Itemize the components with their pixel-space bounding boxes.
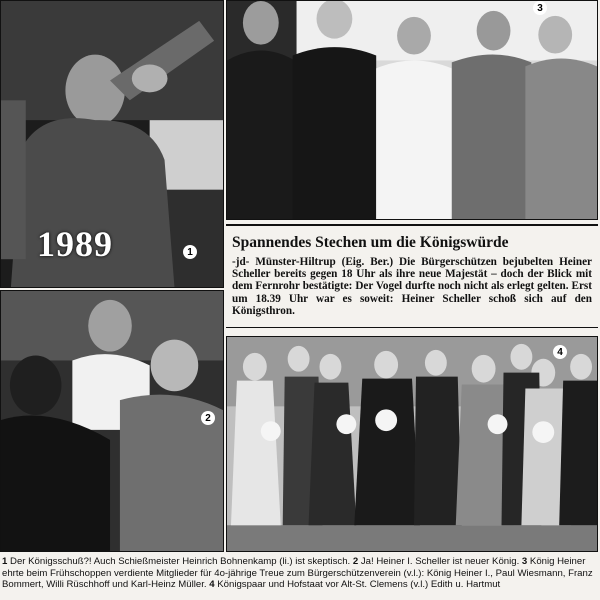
photo-caption bbox=[2, 556, 598, 591]
photo-number-4: 4 bbox=[553, 345, 567, 359]
photo-binoculars bbox=[0, 0, 224, 288]
photo-number-2: 2 bbox=[201, 411, 215, 425]
caption-number-2: 2 bbox=[352, 556, 359, 567]
caption-text-4: Königspaar und Hofstaat vor Alt-St. Clemens (v.l.) Edith u. Hartmut bbox=[214, 579, 501, 591]
photo-royal-court bbox=[226, 336, 598, 552]
caption-text-3: König Heiner ehrte beim Frühschoppen verdiente Mitglieder für 4o-jährige Treue zum Bürgerschützenverein (v.l.): König Heiner I., Paul Wiesmann, Franz Bommert, Willi Rüschhoff und Karl-Heinz Müller. bbox=[2, 556, 593, 591]
year-label: 1989 bbox=[37, 224, 113, 264]
article-headline: Spannendes Stechen um die Königswürde bbox=[232, 234, 509, 251]
photo-number-3: 3 bbox=[533, 1, 547, 15]
article bbox=[226, 224, 598, 328]
caption-number-1: 1 bbox=[2, 556, 8, 567]
caption-number-3: 3 bbox=[521, 556, 528, 567]
article-body: -jd- Münster-Hiltrup (Eig. Ber.) Die Bürgerschützen bejubelten Heiner Scheller bereits gegen 18 Uhr als ihre neue Majestät – doch der Blick mit dem Fernrohr bestätigte: Der Vogel durfte noch nicht als erlegt gelten. Erst um 18.39 Uhr war es soweit: Heiner Scheller schoß sich auf den Königsthron. bbox=[232, 256, 592, 317]
caption-text-2: Ja! Heiner I. Scheller ist neuer König. bbox=[358, 556, 522, 567]
caption-number-4: 4 bbox=[209, 579, 215, 591]
photo-number-1: 1 bbox=[183, 245, 197, 259]
caption-text-1: Der Königsschuß?! Auch Schießmeister Heinrich Bohnenkamp (li.) ist skeptisch. bbox=[7, 556, 353, 567]
photo-honorees bbox=[226, 0, 598, 220]
photo-celebration bbox=[0, 290, 224, 552]
